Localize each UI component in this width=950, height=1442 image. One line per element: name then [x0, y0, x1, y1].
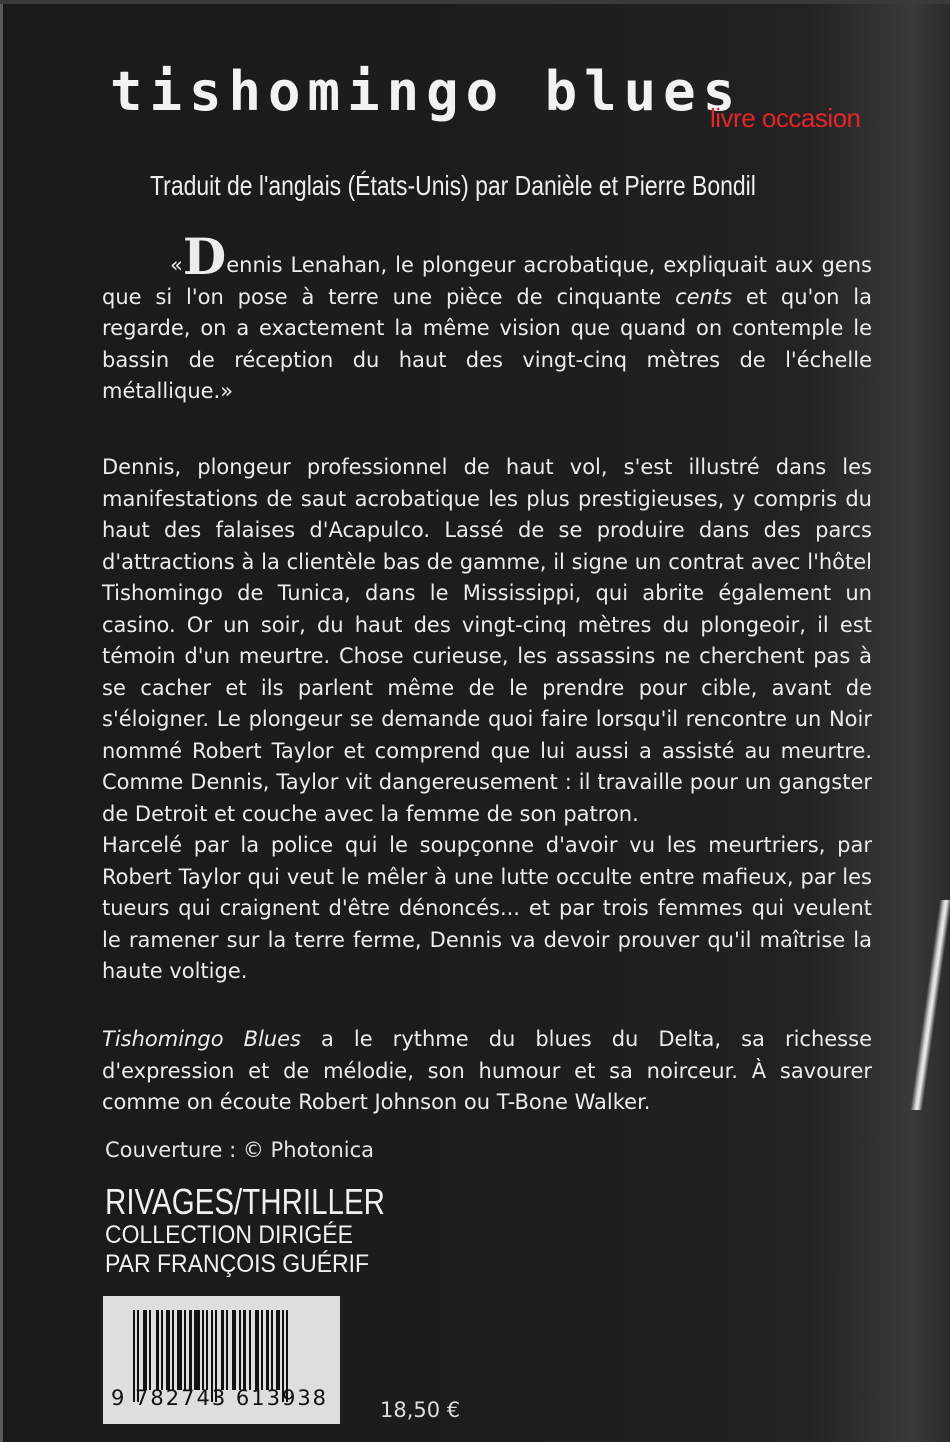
blurb-text: a le rythme du blues du Delta, sa richesse d'expression et de mélodie, son humour et sa noirceur. À savourer comme on écoute Robert Johnson ou T-Bone Walker. [102, 1027, 872, 1114]
collection-name: RIVAGES/THRILLER [105, 1181, 385, 1222]
blurb-title: Tishomingo Blues [102, 1027, 301, 1051]
book-title: tishomingo blues [110, 60, 743, 123]
summary [102, 452, 872, 988]
cover-edge-top [0, 0, 950, 4]
quote-text: ennis Lenahan, le plongeur acrobatique, expliquait aux gens que si l'on pose à terre une pièce de cinquante [102, 253, 872, 309]
barcode [103, 1296, 340, 1424]
collection-line-3: PAR FRANÇOIS GUÉRIF [105, 1250, 370, 1278]
isbn-number: 9 782743 613938 [111, 1386, 329, 1410]
used-book-stamp: livre occasion [710, 103, 861, 133]
price: 18,50 € [380, 1398, 461, 1422]
blurb [102, 1024, 872, 1119]
quote-open-mark: « [170, 253, 183, 277]
summary-paragraph-1: Dennis, plongeur professionnel de haut vol, s'est illustré dans les manifestations de saut acrobatique les plus prestigieuses, y compris du haut des falaises d'Acapulco. Lassé de se produire dans des parcs d'attractions à la clientèle bas de gamme, il signe un contrat avec l'hôtel Tishomingo de Tunica, dans le Mississippi, qui abrite également un casino. Or un soir, du haut des vingt-cinq mètres du plongeoir, il est témoin d'un meurtre. Chose curieuse, les assassins ne cherchent pas à se cacher et ils parlent même de le prendre pour cible, avant de s'éloigner. Le plongeur se demande quoi faire lorsqu'il rencontre un Noir nommé Robert Taylor et comprend que lui aussi a assisté au meurtre. Comme Dennis, Taylor vit dangereusement : il travaille pour un gangster de Detroit et couche avec la femme de son patron. [102, 455, 872, 826]
translator-credit: Traduit de l'anglais (États-Unis) par Danièle et Pierre Bondil [150, 170, 756, 201]
cover-credit: Couverture : © Photonica [105, 1138, 375, 1162]
barcode-bars [133, 1310, 333, 1398]
summary-paragraph-2: Harcelé par la police qui le soupçonne d'avoir vu les meurtriers, par Robert Taylor qui veut le mêler à une lutte occulte entre mafieux, par les tueurs qui craignent d'être dénoncés... et par trois femmes qui veulent le ramener sur la terre ferme, Dennis va devoir prouver qu'il maîtrise la haute voltige. [102, 833, 872, 983]
cover-edge [0, 0, 3, 1442]
collection-info [105, 1183, 446, 1279]
quote-text-2: et qu'on la regarde, on a exactement la même vision que quand on contemple le bassin de réception du haut des vingt-cinq mètres de l'échelle métallique.» [102, 284, 873, 403]
quote-italic: cents [675, 284, 733, 309]
drop-cap: D [182, 227, 227, 286]
opening-quote [102, 227, 873, 408]
collection-line-2: COLLECTION DIRIGÉE [105, 1221, 353, 1249]
